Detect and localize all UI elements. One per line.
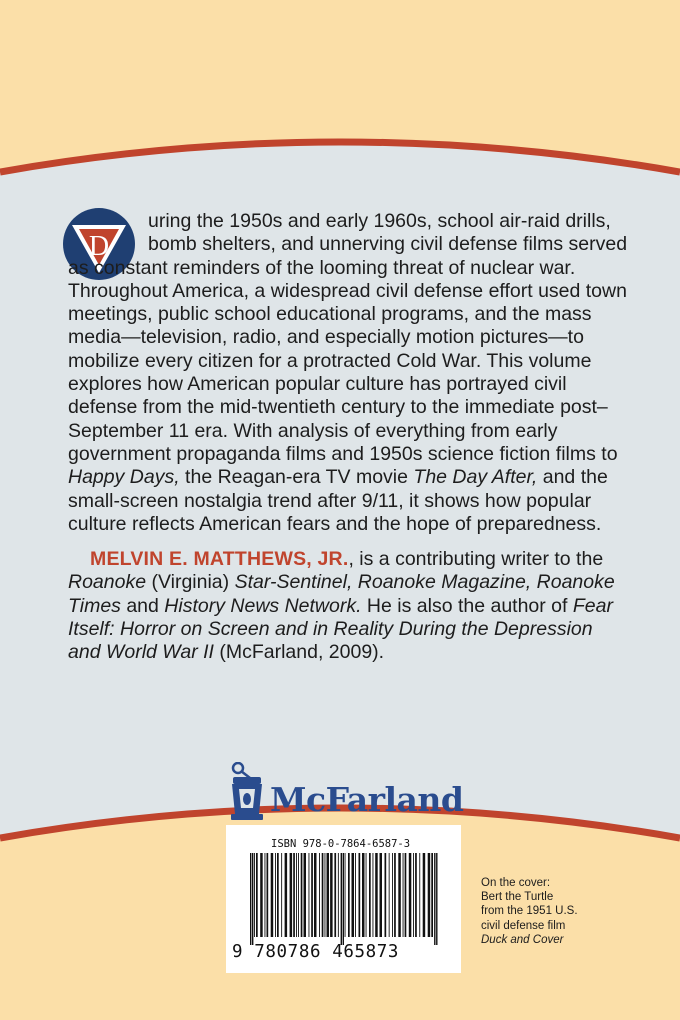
bio-text-2: (Virginia) [146, 571, 235, 594]
description-line-1: uring the 1950s and early 1960s, school air-raid drills, [148, 210, 611, 232]
bio-text-4: He is also the author of [361, 594, 573, 617]
publisher-name: McFarland [270, 780, 464, 819]
cover-note-film-title: Duck and Cover [481, 933, 564, 946]
bio-italic-4: Fear Itself: Horror on Screen and in Reality During the Depression and World War II [68, 594, 613, 664]
bio-italic-2: Star-Sentinel, Roanoke Magazine, Roanoke Times [68, 571, 615, 617]
author-name: MELVIN E. MATTHEWS, JR. [90, 548, 349, 571]
lantern-icon [228, 762, 266, 822]
bio-text-5: (McFarland, 2009). [213, 641, 385, 664]
happy-days-title: Happy Days, [68, 466, 180, 489]
bio-italic-3: History News Network. [164, 594, 362, 617]
author-bio [68, 548, 628, 664]
day-after-title: The Day After, [413, 466, 538, 489]
description-text-2: the Reagan-era TV movie [179, 466, 414, 489]
description-text-3: and the small-screen nostalgia trend after 9/11, it shows how popular culture reflects American fears and the hope of preparedness. [68, 466, 608, 535]
cover-note-line-4: civil defense film [481, 919, 566, 932]
description-line-2: bomb shelters, and unnerving civil defense films served [148, 233, 628, 256]
bio-italic-1: Roanoke [68, 571, 147, 594]
back-cover-text [68, 210, 628, 665]
cover-note-line-1: On the cover: [481, 877, 551, 889]
bio-text-1: , is a contributing writer to the [348, 548, 604, 571]
barcode-box [226, 825, 461, 973]
isbn-digits: 9 780786 465873 [232, 942, 400, 962]
book-description [68, 210, 628, 536]
publisher-logo [228, 762, 468, 822]
bio-text-3: and [120, 594, 165, 617]
barcode-bars [248, 853, 440, 945]
cover-note-line-2: Bert the Turtle [481, 891, 554, 904]
description-body: as constant reminders of the looming threat of nuclear war. Throughout America, a widespread civil defense effort used town meetings, public school educational programs, and the mass media—television, radio, and especially motion pictures—to mobilize every citizen for a protracted Cold War. This volume explores how American popular culture has portrayed civil defense from the mid-twentieth century to the immediate post–September 11 era. With analysis of everything from early government propaganda films and 1950s science fiction films to [68, 256, 627, 465]
svg-text:D: D [88, 231, 110, 262]
cover-note-line-3: from the 1951 U.S. [481, 905, 578, 918]
isbn-label: ISBN 978-0-7864-6587-3 [271, 838, 411, 850]
cover-note [481, 876, 661, 947]
